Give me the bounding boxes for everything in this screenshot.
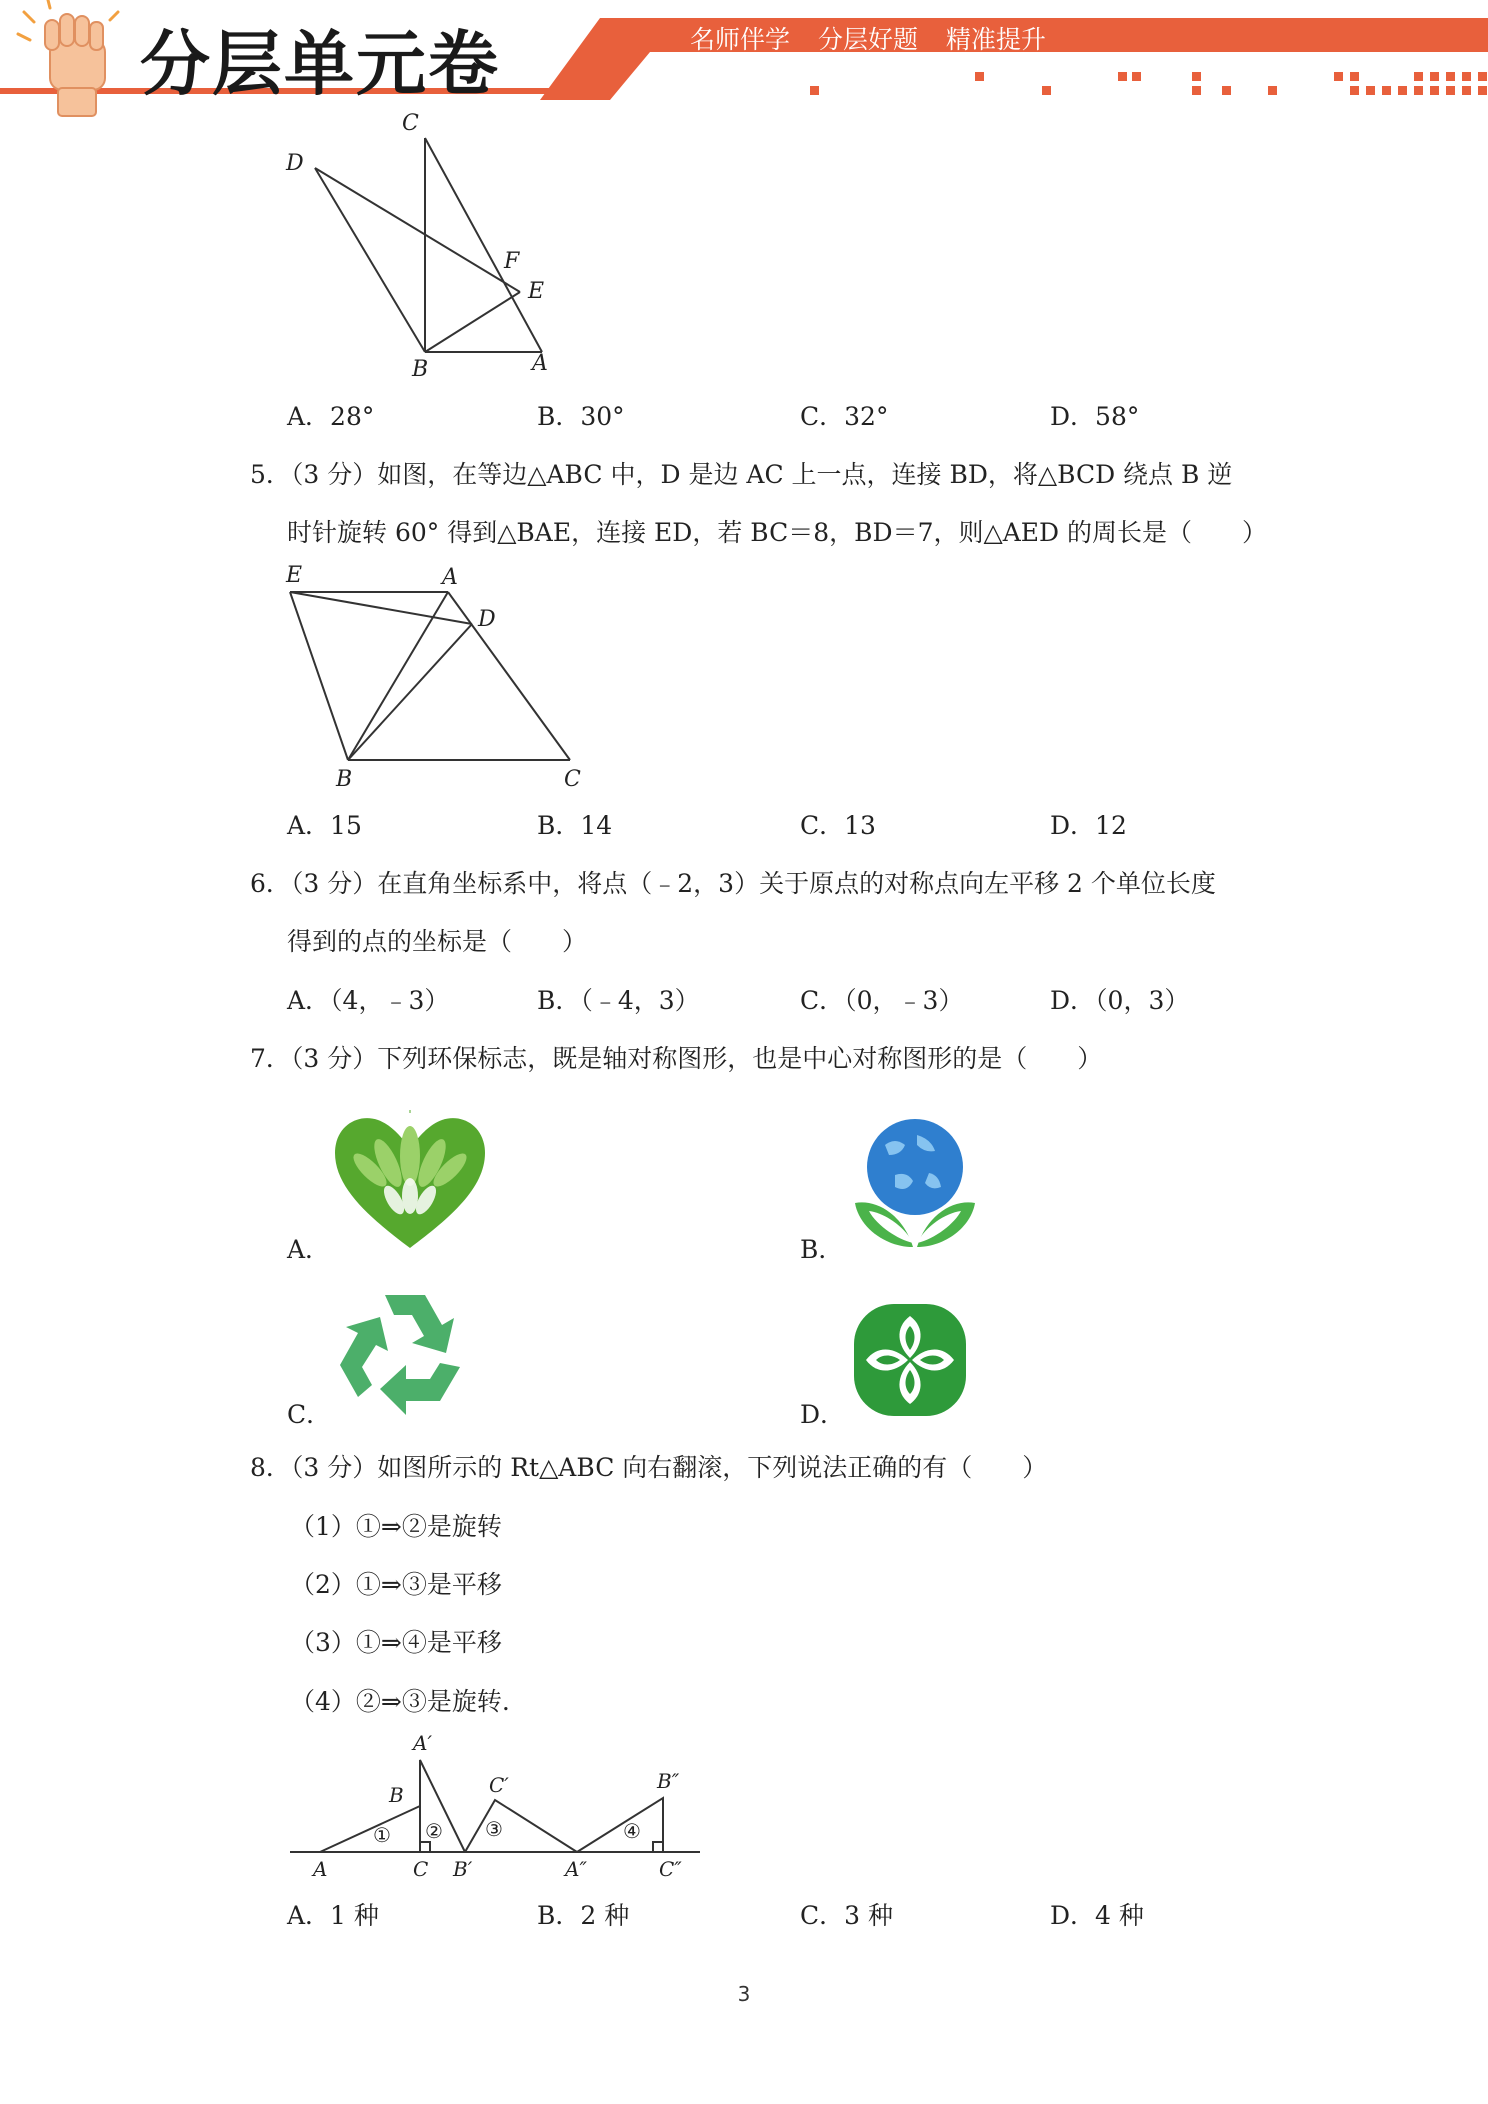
q7-option-c: C． — [287, 1400, 332, 1429]
q5-label-c: C — [564, 767, 581, 792]
fist-icon — [10, 0, 120, 120]
blue-globe-leaves-logo — [845, 1115, 985, 1255]
q4-option-b: B．30° — [537, 402, 625, 431]
q7-option-d: D． — [800, 1400, 846, 1429]
q4-option-c: C．32° — [800, 402, 889, 431]
page-header — [0, 0, 1488, 120]
q8-label-b-double: B″ — [657, 1769, 680, 1793]
q6-option-c: C．（0，﹣3） — [800, 986, 964, 1015]
q8-option-c: C．3 种 — [800, 1901, 893, 1930]
q8-label-a: A — [313, 1857, 328, 1880]
q5-label-e: E — [286, 563, 303, 588]
q5-label-a: A — [442, 565, 458, 590]
q4-label-e: E — [528, 279, 545, 304]
q7-option-a: A． — [287, 1235, 331, 1264]
q4-label-a: A — [532, 351, 548, 376]
green-heart-leaves-logo — [330, 1108, 490, 1258]
q4-figure — [280, 110, 570, 380]
q8-circled-4: ④ — [623, 1819, 641, 1843]
q5-figure — [280, 560, 600, 800]
q5-label-d: D — [478, 607, 496, 632]
recycle-arrows-logo — [330, 1285, 475, 1415]
q5-text-line2: 时针旋转 60° 得到△BAE，连接 ED，若 BC＝8，BD＝7，则△AED 的周长是（ ） — [287, 518, 1268, 547]
q8-statement-3: （3）①⇒④是平移 — [290, 1628, 502, 1657]
q4-label-b: B — [412, 357, 429, 380]
q5-text-line1: 5．（3 分）如图，在等边△ABC 中，D 是边 AC 上一点，连接 BD，将△BCD 绕点 B 逆 — [250, 460, 1233, 489]
q5-option-b: B．14 — [537, 811, 613, 840]
q8-statement-1: （1）①⇒②是旋转 — [290, 1512, 502, 1541]
q6-option-d: D．（0，3） — [1050, 986, 1190, 1015]
q5-option-a: A．15 — [287, 811, 362, 840]
q8-label-c-prime: C′ — [489, 1773, 509, 1797]
q8-circled-2: ② — [425, 1819, 443, 1843]
q8-circled-3: ③ — [485, 1817, 503, 1841]
q4-label-d: D — [286, 151, 304, 176]
q8-label-b-prime: B′ — [453, 1857, 473, 1880]
q8-statement-4: （4）②⇒③是旋转. — [290, 1687, 510, 1716]
q6-option-b: B．（﹣4，3） — [537, 986, 700, 1015]
q6-text-line1: 6．（3 分）在直角坐标系中，将点（﹣2，3）关于原点的对称点向左平移 2 个单位长度 — [250, 869, 1216, 898]
q8-figure — [285, 1730, 705, 1880]
q8-text-line1: 8．（3 分）如图所示的 Rt△ABC 向右翻滚，下列说法正确的有（ ） — [250, 1453, 1048, 1482]
q8-label-a-double: A″ — [565, 1857, 587, 1880]
q8-label-b: B — [389, 1783, 404, 1807]
q4-option-d: D．58° — [1050, 402, 1140, 431]
green-four-leaf-logo — [850, 1300, 970, 1420]
q5-geometry-diagram — [280, 560, 600, 800]
q5-option-c: C．13 — [800, 811, 876, 840]
q4-option-a: A．28° — [287, 402, 375, 431]
q8-option-b: B．2 种 — [537, 1901, 630, 1930]
q8-statement-2: （2）①⇒③是平移 — [290, 1570, 502, 1599]
q8-rolling-triangle-diagram — [285, 1730, 705, 1880]
q5-option-d: D．12 — [1050, 811, 1127, 840]
q8-option-d: D．4 种 — [1050, 1901, 1144, 1930]
q5-label-b: B — [336, 767, 353, 792]
q7-option-b: B． — [800, 1235, 844, 1264]
page-number: 3 — [737, 1982, 751, 2006]
q4-geometry-diagram — [280, 110, 570, 380]
q4-label-c: C — [402, 111, 419, 136]
q6-text-line2: 得到的点的坐标是（ ） — [287, 927, 588, 956]
q8-label-c: C — [413, 1857, 429, 1880]
q7-text-line1: 7．（3 分）下列环保标志，既是轴对称图形，也是中心对称图形的是（ ） — [250, 1044, 1103, 1073]
brand-title: 分层单元卷 — [140, 23, 500, 105]
q6-option-a: A．（4，﹣3） — [287, 986, 450, 1015]
q8-label-c-double: C″ — [659, 1857, 682, 1880]
q4-label-f: F — [504, 249, 520, 274]
q8-label-a-prime: A′ — [413, 1731, 432, 1755]
q8-circled-1: ① — [373, 1823, 391, 1847]
q8-option-a: A．1 种 — [287, 1901, 379, 1930]
header-slogan: 名师伴学 分层好题 精准提升 — [690, 25, 1046, 54]
